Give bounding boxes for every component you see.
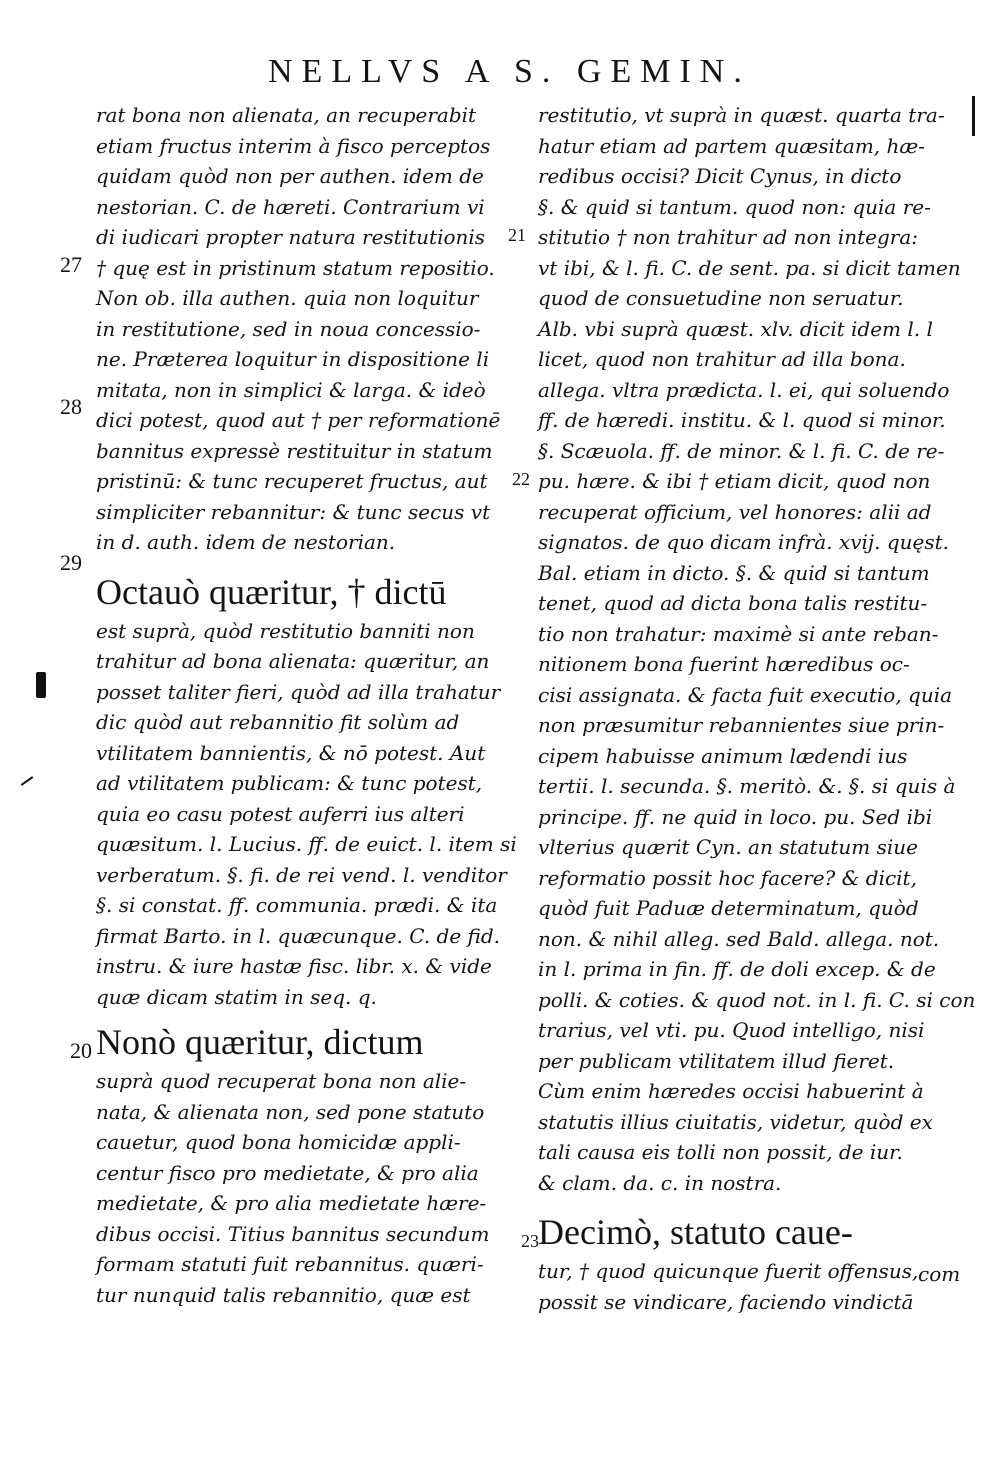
text-line: instru. & iure hastæ fisc. libr. x. & vide [96, 954, 492, 978]
text-line: tur nunquid talis rebannitio, quæ est [96, 1282, 471, 1307]
text-line: vtilitatem bannientis, & nō potest. Aut [96, 740, 486, 765]
text-line: nata, & alienata non, sed pone statuto [96, 1099, 485, 1124]
text-line: quòd fuit Paduæ determinatum, quòd [538, 896, 919, 920]
scan-mark [21, 776, 34, 786]
text-line: medietate, & pro alia medietate hære- [96, 1191, 487, 1215]
text-line: Cùm enim hæredes occisi habuerint à [538, 1079, 924, 1103]
section-heading-nono: Nonò quæritur, dictum [96, 1022, 424, 1062]
text-line: vt ibi, & l. fi. C. de sent. pa. si dicit tamen [538, 255, 961, 280]
margin-number: 27 [60, 252, 82, 277]
text-line: † quę est in pristinum statum repositio. [96, 255, 495, 280]
text-line: recuperat officium, vel honores: alii ad [538, 499, 932, 524]
text-line: in restitutione, sed in noua concessio- [96, 316, 481, 341]
text-line: statutis illius ciuitatis, videtur, quòd ex [538, 1109, 933, 1134]
text-line: quidam quòd non per authen. idem de [96, 164, 484, 188]
text-line: tertii. l. secunda. §. meritò. &. §. si quis à [538, 774, 956, 798]
text-line: non. & nihil alleg. sed Bald. allega. not. [538, 926, 940, 951]
margin-number: 28 [60, 394, 82, 419]
text-line: hatur etiam ad partem quæsitam, hæ- [538, 133, 925, 158]
text-line: pristinū: & tunc recuperet fructus, aut [96, 469, 488, 493]
text-line: per publicam vtilitatem illud fieret. [538, 1048, 895, 1073]
text-line: quæsitum. l. Lucius. ff. de euict. l. item si [96, 832, 517, 856]
scan-mark [36, 672, 46, 698]
text-line: cauetur, quod bona homicidæ appli- [96, 1130, 461, 1154]
text-line: stitutio † non trahitur ad non integra: [538, 225, 919, 249]
text-line: posset taliter fieri, quòd ad illa trahatur [96, 679, 501, 704]
text-line: tali causa eis tolli non possit, de iur. [538, 1140, 903, 1164]
text-line: dici potest, quod aut † per reformationē [96, 408, 501, 432]
text-line: centur fisco pro medietate, & pro alia [96, 1160, 479, 1185]
text-line: in d. auth. idem de nestorian. [96, 530, 396, 554]
text-line: ad vtilitatem publicam: & tunc potest, [96, 771, 483, 795]
text-line: Non ob. illa authen. quia non loquitur [96, 286, 479, 310]
margin-number: 20 [70, 1038, 92, 1063]
text-line: signatos. de quo dicam infrà. xvij. quęst. [538, 530, 949, 554]
text-line: §. & quid si tantum. quod non: quia re- [538, 194, 931, 219]
text-line: quia eo casu potest auferri ius alteri [96, 801, 465, 826]
text-line: rat bona non alienata, an recuperabit [96, 103, 477, 127]
text-line: tenet, quod ad dicta bona talis restitu- [538, 591, 928, 615]
text-line: dic quòd aut rebannitio fit solùm ad [96, 710, 460, 734]
margin-number: 22 [512, 469, 530, 489]
text-line: etiam fructus interim à fisco perceptos [96, 133, 491, 158]
text-line: ff. de hæredi. institu. & l. quod si minor. [538, 408, 946, 432]
text-line: nestorian. C. de hæreti. Contrarium vi [96, 194, 485, 219]
text-line: mitata, non in simplici & larga. & ideò [96, 377, 486, 402]
text-line: est suprà, quòd restitutio banniti non [96, 618, 475, 643]
running-head: NELLVS A S. GEMIN. [268, 53, 751, 90]
text-line: trahitur ad bona alienata: quæritur, an [96, 649, 490, 673]
text-line: polli. & coties. & quod not. in l. fi. C. si con [538, 987, 976, 1012]
text-line: pu. hære. & ibi † etiam dicit, quod non [538, 469, 931, 493]
text-line: quod de consuetudine non seruatur. [538, 286, 904, 310]
text-line: redibus occisi? Dicit Cynus, in dicto [538, 164, 902, 188]
text-line: simpliciter rebannitur: & tunc secus vt [96, 499, 491, 524]
text-line: tur, † quod quicunque fuerit offensus, [538, 1259, 919, 1283]
text-line: restitutio, vt suprà in quæst. quarta tra- [538, 103, 945, 127]
text-line: principe. ff. ne quid in loco. pu. Sed ibi [538, 804, 933, 829]
text-line: §. si constat. ff. communia. prædi. & ita [96, 893, 498, 917]
text-line: dibus occisi. Titius bannitus secundum [96, 1221, 490, 1246]
right-column [538, 100, 976, 1317]
section-heading-octauo: Octauò quæritur, † dictū [96, 571, 447, 612]
text-line: Alb. vbi suprà quæst. xlv. dicit idem l. l [538, 316, 933, 341]
text-line: tio non trahatur: maximè si ante reban- [538, 621, 939, 646]
left-column [96, 100, 516, 1310]
text-line: reformatio possit hoc facere? & dicit, [538, 865, 917, 890]
text-line: suprà quod recuperat bona non alie- [96, 1069, 467, 1093]
text-line: formam statuti fuit rebannitus. quæri- [96, 1252, 484, 1276]
text-line: §. Scæuola. ff. de minor. & l. fi. C. de re- [538, 438, 945, 463]
margin-number: 21 [508, 225, 526, 245]
text-line: non præsumitur rebannientes siue prin- [538, 713, 945, 737]
text-line: nitionem bona fuerint hæredibus oc- [538, 652, 910, 676]
text-line: verberatum. §. fi. de rei vend. l. venditor [96, 862, 507, 887]
text-line: trarius, vel vti. pu. Quod intelligo, nisi [538, 1018, 925, 1042]
margin-number: 29 [60, 550, 82, 575]
text-line: cipem habuisse animum lædendi ius [538, 743, 908, 768]
text-line: & clam. da. c. in nostra. [538, 1170, 782, 1195]
text-line: bannitus expressè restituitur in statum [96, 438, 493, 463]
text-line: di iudicari propter natura restitutionis [96, 225, 486, 249]
catchword: com [918, 1262, 961, 1286]
text-line: allega. vltra prædicta. l. ei, qui soluendo [538, 377, 950, 402]
text-line: vlterius quærit Cyn. an statutum siue [538, 835, 918, 859]
text-line: possit se vindicare, faciendo vindictā [538, 1289, 914, 1314]
text-line: ne. Præterea loquitur in dispositione li [96, 347, 490, 371]
scan-mark [972, 96, 975, 136]
text-line: firmat Barto. in l. quæcunque. C. de fid. [96, 923, 501, 948]
text-line: Bal. etiam in dicto. §. & quid si tantum [538, 560, 930, 585]
text-line: cisi assignata. & facta fuit executio, quia [538, 682, 953, 707]
section-heading-decimo: Decimò, statuto caue- [538, 1212, 853, 1252]
margin-number: 23 [521, 1231, 539, 1251]
text-line: licet, quod non trahitur ad illa bona. [538, 347, 906, 371]
text-line: quæ dicam statim in seq. q. [96, 984, 377, 1009]
text-line: in l. prima in fin. ff. de doli excep. & de [538, 957, 936, 981]
